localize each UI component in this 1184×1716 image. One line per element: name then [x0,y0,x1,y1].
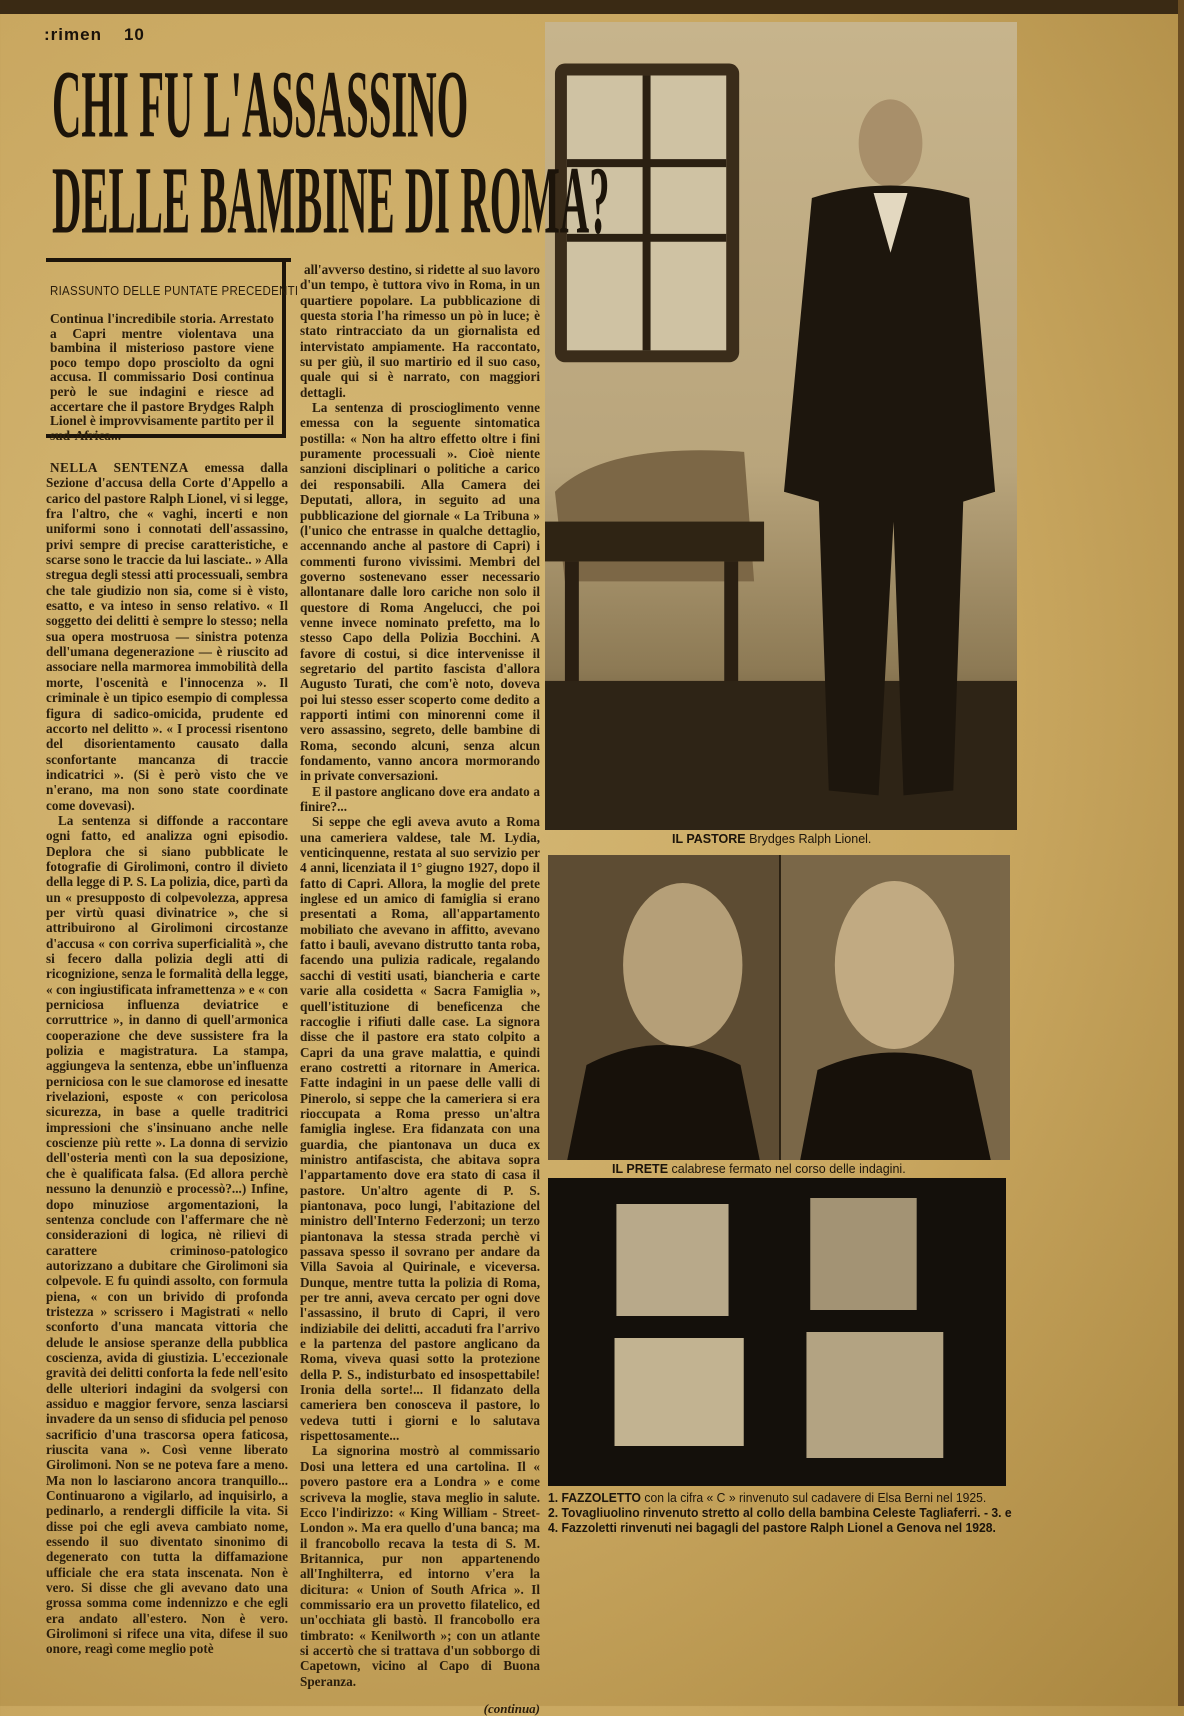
caption-pastore-text: Brydges Ralph Lionel. [745,832,872,846]
evidence-item-4 [806,1332,943,1458]
caption-evidence-line3: 4. Fazzoletti rinvenuti nei bagagli del pastore Ralph Lionel a Genova nel 1928. [548,1520,996,1535]
evidence-item-1 [616,1204,728,1316]
page-header [44,25,145,45]
article-paragraph: Si seppe che egli aveva avuto a Roma una cameriera valdese, tale M. Lydia, venticinquenne, restata al suo servizio per 4 anni, licenziata il 1° giugno 1927, dopo il fatto di Capri. Allora, la moglie del prete inglese ed un amico di famiglia si erano presentati a Roma, all'appartamento mobiliato che avevano in affitto, avevano fatto i bauli, avevano distrutto tanta roba, facendo una pulizia radicale, regalando sacchi di vestiti usati, biancheria e carte varie alla cosidetta « Sacra Famiglia », quell'istituzione di beneficenza che raccoglie i rifiuti dalle case. La signora disse che il pastore era stato colpito a Capri da una grave malattia, e quindi erano costretti a ritornare in America. Fatte indagini in un paese delle valli di Pinerolo, si seppe che la cameriera si era rioccupata a Roma presso un'altra famiglia inglese. Era fidanzata con una guardia, che piantonava un duca ex ministro antifascista, che abitava sopra l'appartamento dove era stato di casa il pastore. Un'altro agente di P. S. piantonava, poco lungi, l'abitazione del ministro dell'Interno Federzoni; un terzo piantonava la stessa strada perchè vi passava spesso il sovrano per andare da Villa Savoia al Quirinale, e viceversa. Dunque, mentre tutta la polizia di Roma, per tre anni, aveva cercato per ogni dove l'assassino, il bruto di Capri, il vero indiziabile dei delitti, accaduti fra l'arrivo e la partenza del pastore anglicano da Roma, viveva quasi sotto la protezione della P. S., indisturbato ed insospettabile! Ironia della sorte!... Il fidanzato della cameriera ben conosceva il pastore, lo vedeva tutti i giorni e lo salutava rispettosamente... [300,814,540,1444]
caption-pastore-label: IL PASTORE [672,832,746,846]
photo-pastore [545,22,1017,830]
summary-text: Continua l'incredibile storia. Arrestato a Capri mentre violentava una bambina il misterioso pastore viene poco tempo dopo prosciolto da ogni accusa. Il commissario Dosi continua però le sue indagini e riesce ad accertare che il pastore Brydges Ralph Lionel è improvvisamente partito per il sud-Africa... [50,311,274,443]
article-paragraph: all'avverso destino, si ridette al suo lavoro d'un tempo, è tuttora vivo in Roma, in un quartiere popolare. La pubblicazione di questa storia l'ha rimesso un pò in luce; è stato rintracciato da un giornalista ed intervistato ampiamente. Ha raccontato, su per giù, il suo martirio ed il suo caso, quale qui si è narrato, con maggiori dettagli. [300,262,540,400]
article-paragraph: E il pastore anglicano dove era andato a finire?... [300,783,540,815]
article-paragraph: La sentenza di proscioglimento venne emessa con la seguente sintomatica postilla: « Non ha altro effetto oltre i fini puramente processuali ». Cioè niente sanzioni disciplinari o politiche a carico dei responsabili. Alla Camera dei Deputati, allora, in seguito ad una pubblicazione del giornale « La Tribuna » (l'unico che entrasse in qualche dettaglio, accennando anche al pastore di Capri) i commenti furono vivissimi. Membri del governo sostenevano esser necessario allontanare dalle loro cariche non solo il questore di Roma Angelucci, che poi venne invece nominato prefetto, ma lo stesso Capo della Polizia Bocchini. A favore di costui, si dice intervenisse il segretario del partito fascista d'allora Augusto Turati, che com'è noto, doveva poi lui stesso esser scoperto come dedito a rapporti intimi con minorenni come il vero assassino, segreto, delle bambine di Roma, secondo alcuni, senza alcun fondamento, vanno ancora mormorando in private conversazioni. [300,400,540,784]
caption-fazzoletti [548,1490,1036,1535]
summary-box [46,262,299,443]
section-name: :rimen [44,25,102,44]
photo-pastore-image [545,22,1017,830]
scan-top-edge [0,0,1184,14]
evidence-item-3 [615,1338,744,1446]
caption-prete-label: IL PRETE [612,1162,669,1176]
article-paragraph [46,460,288,813]
article-paragraph: La signorina mostrò al commissario Dosi una lettera ed una cartolina. Il « povero pastore era a Londra » e come scriveva la moglie, stava meglio in salute. Ecco l'indirizzo: « King William - Street-London ». Ma era quello d'una banca; ma il francobollo recava la testa di S. M. Britannica, pur non appartenendo all'Inghilterra, ed intorno v'era la dicitura: « Union of South Africa ». Il commissario era un provetto filatelico, ed un'occhiata gli bastò. Il francobollo era timbrato: « Kenilworth »; con un atlante si accertò che si trattava d'un sobborgo di Capetown, vicino al Capo di Buona Speranza. [300,1443,540,1689]
photo-fazzoletti [548,1178,1006,1486]
caption-evidence-line1: con la cifra « C » rinvenuto sul cadavere di Elsa Berni nel 1925. [640,1490,987,1505]
caption-prete-text: calabrese fermato nel corso delle indagini. [668,1162,906,1176]
article-column-left [46,460,288,1657]
caption-pastore [672,832,871,846]
page-number: 10 [123,25,145,44]
evidence-item-2 [810,1198,916,1310]
article-paragraph: La sentenza si diffonde a raccontare ogni fatto, ed analizza ogni episodio. Deplora che si siano pubblicate le fotografie di Girolimoni, contro il divieto della legge di P. S. La polizia, dice, partì da un « presupposto di colpevolezza, appresa per virtù quasi divinatrice », che si attribuirono al Girolimoni circostanze d'accusa « con corriva superficialità », che si fecero dalla polizia degli atti di ricognizione, senza le formalità della legge, « con ingiustificata inframettenza » e « con perniciosa influenza deviatrice e corruttrice », in danno di quell'armonica cooperazione che deve sussistere fra la polizia e magistratura. La stampa, aggiungeva la sentenza, ebbe un'influenza perniciosa con le sue clamorose ed inesatte rivelazioni, esposte « con pericolosa sicurezza, in base a quelle traditrici impressioni che s'insinuano anche nelle coscienze più rette ». La donna di servizio dell'osteria mentì con la sua deposizione, che è qualificata falsa. (Ed allora perchè nessuno la denunziò e processò?...) Infine, dopo minuziose argomentazioni, la sentenza conclude con l'affermare che nè considerazioni di logica, nè rilievi di carattere criminoso-patologico autorizzano a dubitare che Girolimoni sia colpevole. E fu quindi assolto, con formula piena, « con un brivido di profonda tristezza » scrissero i Magistrati « nello sconforto d'una mancata vittoria che delude le ansiose speranze della pubblica coscienza, avida di giustizia. L'eccezionale gravità dei delitti conforta la fede nell'esito delle ulteriori indagini da svolgersi con assiduo e maggior fervore, senza lasciarsi invadere da un senso di sfiducia pel penoso sacrificio d'una trascorsa opera faticosa, riuscita vana ». Così venne liberato Girolimoni. Non se ne poteva fare a meno. Ma non lo lasciarono ancora tranquillo... Continuarono a vigilarlo, ad inquisirlo, a pedinarlo, a rendergli difficile la vita. Si disse poi che egli aveva cambiato nome, essendo il suo diventato sinonimo di degenerato con tutta la diffamazione ufficiale che era stata inscenata. Non è vero. Si disse che gli avevano dato una grossa somma come indennizzo e che egli era andato all'estero. Non è vero. Girolimoni si rifece una vita, difese il suo onore, reagì come meglio potè [46,812,288,1657]
article-column-middle [300,262,540,1716]
photo-prete [548,855,1010,1160]
photo-prete-image [548,855,1010,1160]
caption-evidence-label: 1. FAZZOLETTO [548,1490,641,1505]
headline-line-1: CHI FU L'ASSASSINO [52,50,469,158]
continued-note: (continua) [483,1700,540,1716]
caption-prete [612,1162,906,1176]
headline-line-2: DELLE BAMBINE DI ROMA? [52,146,610,254]
article-lead-words: NELLA SENTENZA [50,460,189,475]
scan-right-edge [1178,0,1184,1706]
photo-fazzoletti-image [548,1178,1006,1486]
caption-evidence-line2: 2. Tovagliuolino rinvenuto stretto al collo della bambina Celeste Tagliaferri. - 3. e [548,1505,1012,1520]
summary-heading: RIASSUNTO DELLE PUNTATE PRECEDENTI [50,284,299,298]
article-paragraph-text: emessa dalla Sezione d'accusa della Corte d'Appello a carico del pastore Ralph Lionel, vi si legge, fra l'altro, che « vaghi, incerti e non uniformi sono i connotati dell'assassino, privi sempre di precise caratteristiche, e scarse sono le traccie da lui lasciate.. » Alla stregua degli stessi atti processuali, sembra che tale giudizio non sia, come si è visto, esatto, e va inteso in senso relativo. « Il soggetto dei delitti è sempre lo stesso; nella sua opera mostruosa — sinistra potenza dell'umana degenerazione — è riuscito ad associare nella marmorea immobilità della morte, l'oscenità e l'innocenza ». Il criminale è un tipico esempio di complessa figura di sadico-omicida, prudente ed accorto nel delitto ». « I processi risentono del disorientamento causato dalla sconfortante mancanza di traccie indicatrici ». (Si è però visto che ve n'erano, ma non sono state coordinate come dovevasi). [46,460,289,813]
